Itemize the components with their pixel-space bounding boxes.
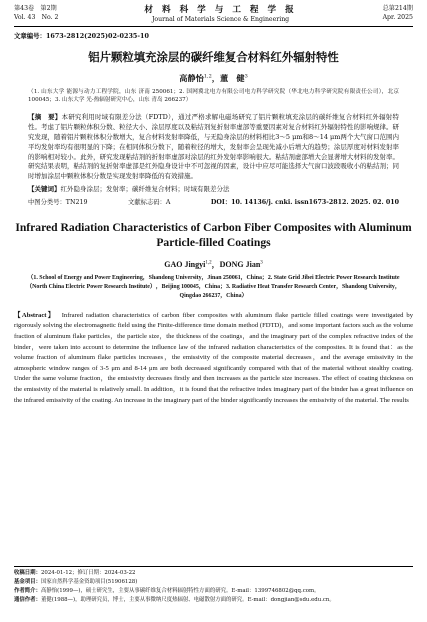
- article-number: 文章编号：1673-2812(2025)02-0235-10: [14, 32, 149, 40]
- author-bio-label: 作者简介：: [14, 588, 41, 594]
- abstract-cn-label: 【摘 要】: [28, 113, 62, 122]
- corresponding-author-label: 通信作者：: [14, 597, 41, 603]
- abstract-en-text: Infrared radiation characteristics of carbon fiber composites with aluminum flake particle filled coatings were investigated by rigorously solving the electromagnetic field using the Finite-difference time domain method (FDTD)，and some important factors such as the volume fraction of aluminum flake particles，the particle size，the thickness of the coatings，and the imaginary part of the complex refractive index of the binder，were taken into account to determine the influence law of the infrared radiation characteristics of the composites. It is found that：as the volume fraction of aluminum flake particles increases，the emissivity of the composite material decreases，and the average emissivity in the atmospheric window ranges of 3-5 μm and 8-14 μm are both decreased significantly compared with that of the material without stealthy coating. Under the same volume fraction，the emissivity decreases firstly and then increases as the particle size increases. The effect of coating thickness on the emissivity of the material is relatively small. In addition，it is found that the refractive index imaginary part of the binder has a great influence on the infrared emissivity of the coating. An increase in the imaginary part of the binder significantly increases the emissivity of the material. The results: [14, 311, 414, 404]
- author-affiliation-marker: 3: [244, 73, 248, 80]
- volume-block: [14, 5, 59, 22]
- received-value: 2024-01-12；修订日期：2024-03-22: [40, 570, 136, 576]
- footnotes: [14, 566, 413, 605]
- classification-row: [28, 197, 399, 206]
- author-name: GAO Jingyi: [164, 259, 206, 269]
- volume-en: Vol. 43 No. 2: [14, 13, 59, 21]
- authors-en: [14, 259, 413, 270]
- author-bio-value: 高静怡(1999—)，硕士研究生，主要从事碳纤维复合材料辐射特性方面的研究。E-mail：1399746802@qq.com。: [40, 588, 320, 594]
- keywords-cn-text: 红外隐身涂层；发射率；碳纤维复合材料；时域有限差分法: [60, 184, 230, 193]
- keywords-cn-label: 【关键词】: [28, 184, 61, 193]
- keywords-cn: [28, 185, 399, 195]
- author-separator: ，: [211, 73, 220, 83]
- affiliations-en: （1. School of Energy and Power Engineering，Shandong University，Jinan 250061，China；2. State Grid Jibei Electric Power Research Institute（North China Electric Power Research Institute），Beijing 100045，China；3. Radiative Heat Transfer Research Center，Shandong University，Qingdao 266237，China）: [26, 274, 401, 300]
- abstract-cn-text: 本研究利用时域有限差分法（FDTD），通过严格求解电磁场研究了铝片颗粒填充涂层的碳纤维复合材料红外辐射特性。考虑了铝片颗粒体积分数、粒径大小、涂层厚度以及粘结剂复折射率虚部等重要因素对复合材料红外辐射特性的影响规律。研究发现，随着铝片颗粒体积分数增大，复合材料发射率降低，与无隐身涂层的材料相比3～5 μm和8～14 μm两个大气窗口范围内平均发射率均有很明显的下降；在相同体积分数下，随着粒径的增大，发射率会呈现先减小后增大的趋势；涂层厚度对材料发射率的影响相对较小。此外，研究发现粘结剂的折射率虚部对涂层的红外发射率影响很大。粘结剂虚部增大会显著增大材料的发射率。研究结果表明，粘结剂的复折射率虚部是红外隐身设计中不可忽视的因素，设计中应尽可能选择大气窗口波段吸收小的粘结剂；同时增加涂层中颗粒体积分数是实现发射率降低的有效措施。: [28, 113, 399, 181]
- document-code: 文献标志码：A: [128, 198, 171, 206]
- abstract-en-label: 【Abstract】: [14, 311, 56, 319]
- running-header: [14, 0, 413, 24]
- journal-name-cn: 材 料 科 学 与 工 程 学 报: [144, 5, 297, 15]
- corresponding-author-value: 董健(1988—)，助理研究员，博士，主要从事微纳尺度热辐射、电磁散射方面的研究。E-mail：dongjian@sdu.edu.cn。: [40, 597, 335, 603]
- author-name: DONG Jian: [219, 259, 261, 269]
- authors-cn: [14, 73, 413, 84]
- author-affiliation-marker: 3: [260, 259, 263, 265]
- author-name: 董 健: [219, 73, 245, 83]
- volume-cn: 第43卷 第2期: [14, 5, 57, 12]
- header-rule: [14, 26, 413, 27]
- author-affiliation-marker: 1,2: [203, 73, 212, 80]
- author-affiliation-marker: 1,2: [205, 259, 212, 265]
- fund-label: 基金项目：: [14, 579, 41, 585]
- issue-block: [383, 5, 413, 22]
- corresponding-author: [14, 596, 413, 605]
- received-label: 收稿日期：: [14, 570, 41, 576]
- fund: [14, 578, 413, 587]
- issue-total-cn: 总第214期: [382, 5, 413, 12]
- author-bio: [14, 587, 413, 596]
- received-date: [14, 569, 413, 578]
- author-name: 高静怡: [179, 73, 204, 83]
- title-cn: 铝片颗粒填充涂层的碳纤维复合材料红外辐射特性: [88, 50, 339, 64]
- affiliations-cn: （1. 山东大学 能源与动力工程学院，山东 济南 250061；2. 国网冀北电力有限公司电力科学研究院（华北电力科学研究院有限责任公司），北京 100045；3. 山东大学 光-热辐射研究中心，山东 青岛 266237）: [28, 89, 399, 104]
- title-en: Infrared Radiation Characteristics of Carbon Fiber Composites with Aluminum Particle-filled Coatings: [15, 220, 412, 249]
- abstract-en: [14, 311, 413, 406]
- doi[interactable]: DOI：10. 14136/j. cnki. issn1673-2812. 2025. 02. 010: [210, 198, 399, 206]
- fund-value: 国家自然科学基金资助项目(51906128): [40, 579, 138, 585]
- issue-date-en: Apr. 2025: [382, 13, 413, 21]
- clc-number: 中图分类号：TN219: [28, 198, 88, 206]
- journal-name-en: Journal of Materials Science & Engineering: [151, 16, 290, 23]
- author-separator: ，: [211, 259, 220, 269]
- abstract-cn: [28, 113, 399, 182]
- journal-block: [144, 5, 296, 24]
